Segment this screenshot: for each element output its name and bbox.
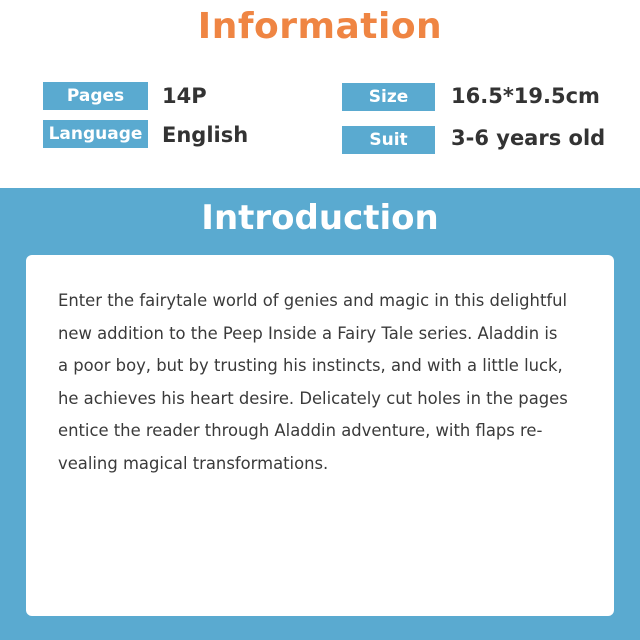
introduction-line: a poor boy, but by trusting his instincts, and with a little luck, bbox=[58, 356, 563, 375]
suit-value: 3-6 years old bbox=[451, 126, 606, 150]
info-title: Information bbox=[197, 6, 443, 47]
language-label: Language bbox=[43, 120, 148, 148]
language-value: English bbox=[162, 123, 249, 147]
suit-label: Suit bbox=[342, 126, 435, 154]
introduction-line: vealing magical transformations. bbox=[58, 453, 329, 473]
introduction-line: entice the reader through Aladdin adventure, with flaps re- bbox=[58, 421, 543, 440]
introduction-title: Introduction bbox=[201, 198, 439, 238]
introduction-line: new addition to the Peep Inside a Fairy Tale series. Aladdin is bbox=[58, 323, 558, 343]
introduction-line: he achieves his heart desire. Delicately cut holes in the pages bbox=[58, 388, 568, 408]
introduction-line: Enter the fairytale world of genies and magic in this delightful bbox=[58, 291, 568, 310]
size-label: Size bbox=[342, 83, 435, 111]
size-value: 16.5*19.5cm bbox=[451, 84, 600, 108]
pages-label: Pages bbox=[43, 82, 148, 110]
pages-value: 14P bbox=[162, 84, 207, 108]
introduction-text bbox=[58, 285, 586, 480]
